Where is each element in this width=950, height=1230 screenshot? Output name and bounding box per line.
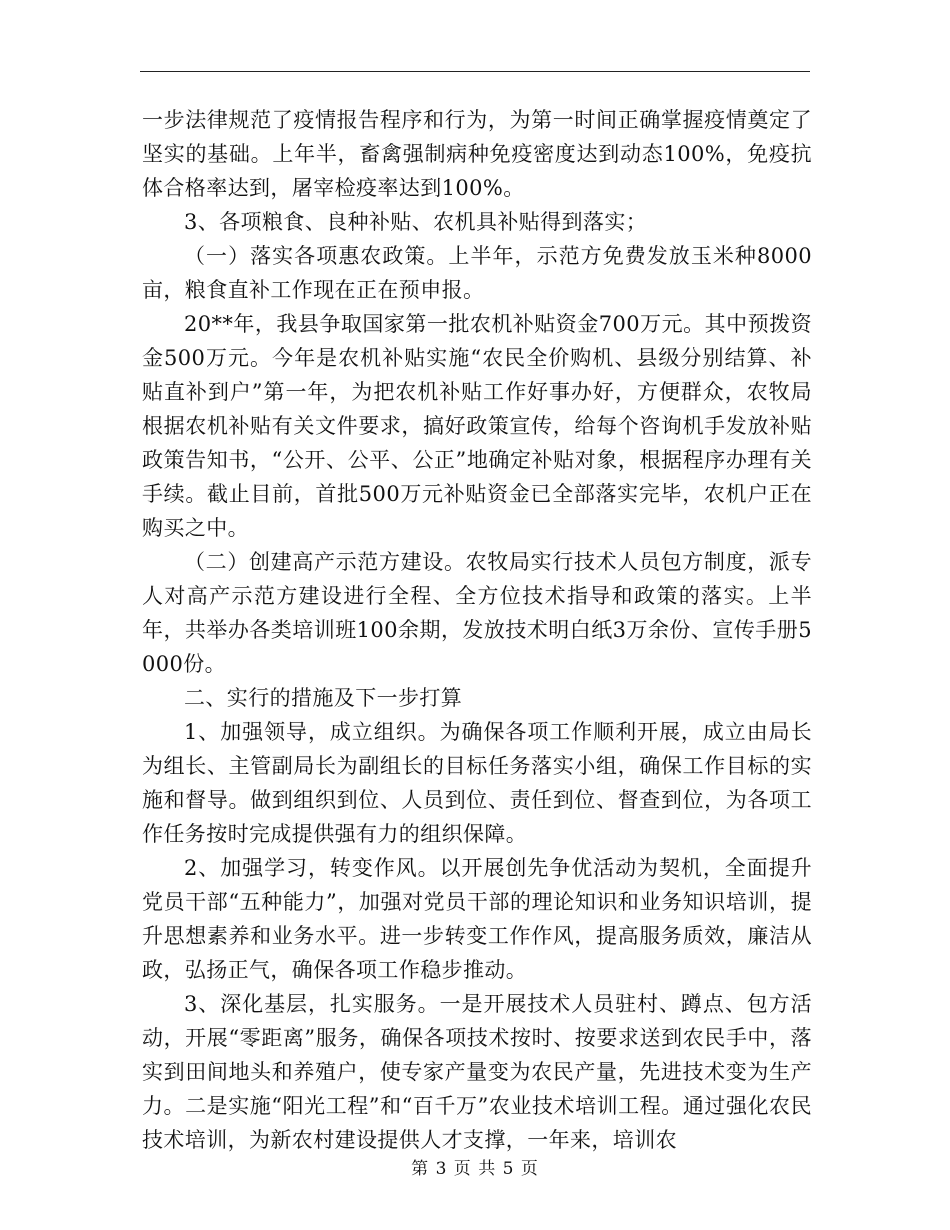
page-number-footer: 第 3 页 共 5 页: [411, 1159, 539, 1179]
document-body: [142, 103, 812, 1157]
paragraph-5: （二）创建高产示范方建设。农牧局实行技术人员包方制度，派专人对高产示范方建设进行全程、全方位技术指导和政策的落实。上半年，共举办各类培训班100余期，发放技术明白纸3万余份、宣传手册5000份。: [142, 550, 812, 676]
section-heading: 二、实行的措施及下一步打算: [184, 686, 463, 710]
header-rule: [140, 71, 810, 72]
paragraph-3: （一）落实各项惠农政策。上半年，示范方免费发放玉米种8000亩，粮食直补工作现在正在预申报。: [142, 244, 812, 302]
paragraph-8: 2、加强学习，转变作风。以开展创先争优活动为契机，全面提升党员干部“五种能力”，加强对党员干部的理论知识和业务知识培训，提升思想素养和业务水平。进一步转变工作作风，提高服务质效，廉洁从政，弘扬正气，确保各项工作稳步推动。: [142, 856, 812, 982]
paragraph-4: 20**年，我县争取国家第一批农机补贴资金700万元。其中预拨资金500万元。今年是农机补贴实施“农民全价购机、县级分别结算、补贴直补到户”第一年，为把农机补贴工作好事办好，方便群众，农牧局根据农机补贴有关文件要求，搞好政策宣传，给每个咨询机手发放补贴政策告知书，“公开、公平、公正”地确定补贴对象，根据程序办理有关手续。截止目前，首批500万元补贴资金已全部落实完毕，农机户正在购买之中。: [142, 312, 812, 540]
paragraph-7: 1、加强领导，成立组织。为确保各项工作顺利开展，成立由局长为组长、主管副局长为副组长的目标任务落实小组，确保工作目标的实施和督导。做到组织到位、人员到位、责任到位、督查到位，为各项工作任务按时完成提供强有力的组织保障。: [142, 720, 812, 846]
paragraph-1: 一步法律规范了疫情报告程序和行为，为第一时间正确掌握疫情奠定了坚实的基础。上年半，畜禽强制病种免疫密度达到动态100%，免疫抗体合格率达到，屠宰检疫率达到100%。: [142, 108, 812, 200]
paragraph-2: 3、各项粮食、良种补贴、农机具补贴得到落实；: [184, 210, 648, 234]
paragraph-9: 3、深化基层，扎实服务。一是开展技术人员驻村、蹲点、包方活动，开展“零距离”服务，确保各项技术按时、按要求送到农民手中，落实到田间地头和养殖户，使专家产量变为农民产量，先进技术变为生产力。二是实施“阳光工程”和“百千万”农业技术培训工程。通过强化农民技术培训，为新农村建设提供人才支撑，一年来，培训农: [142, 992, 812, 1152]
